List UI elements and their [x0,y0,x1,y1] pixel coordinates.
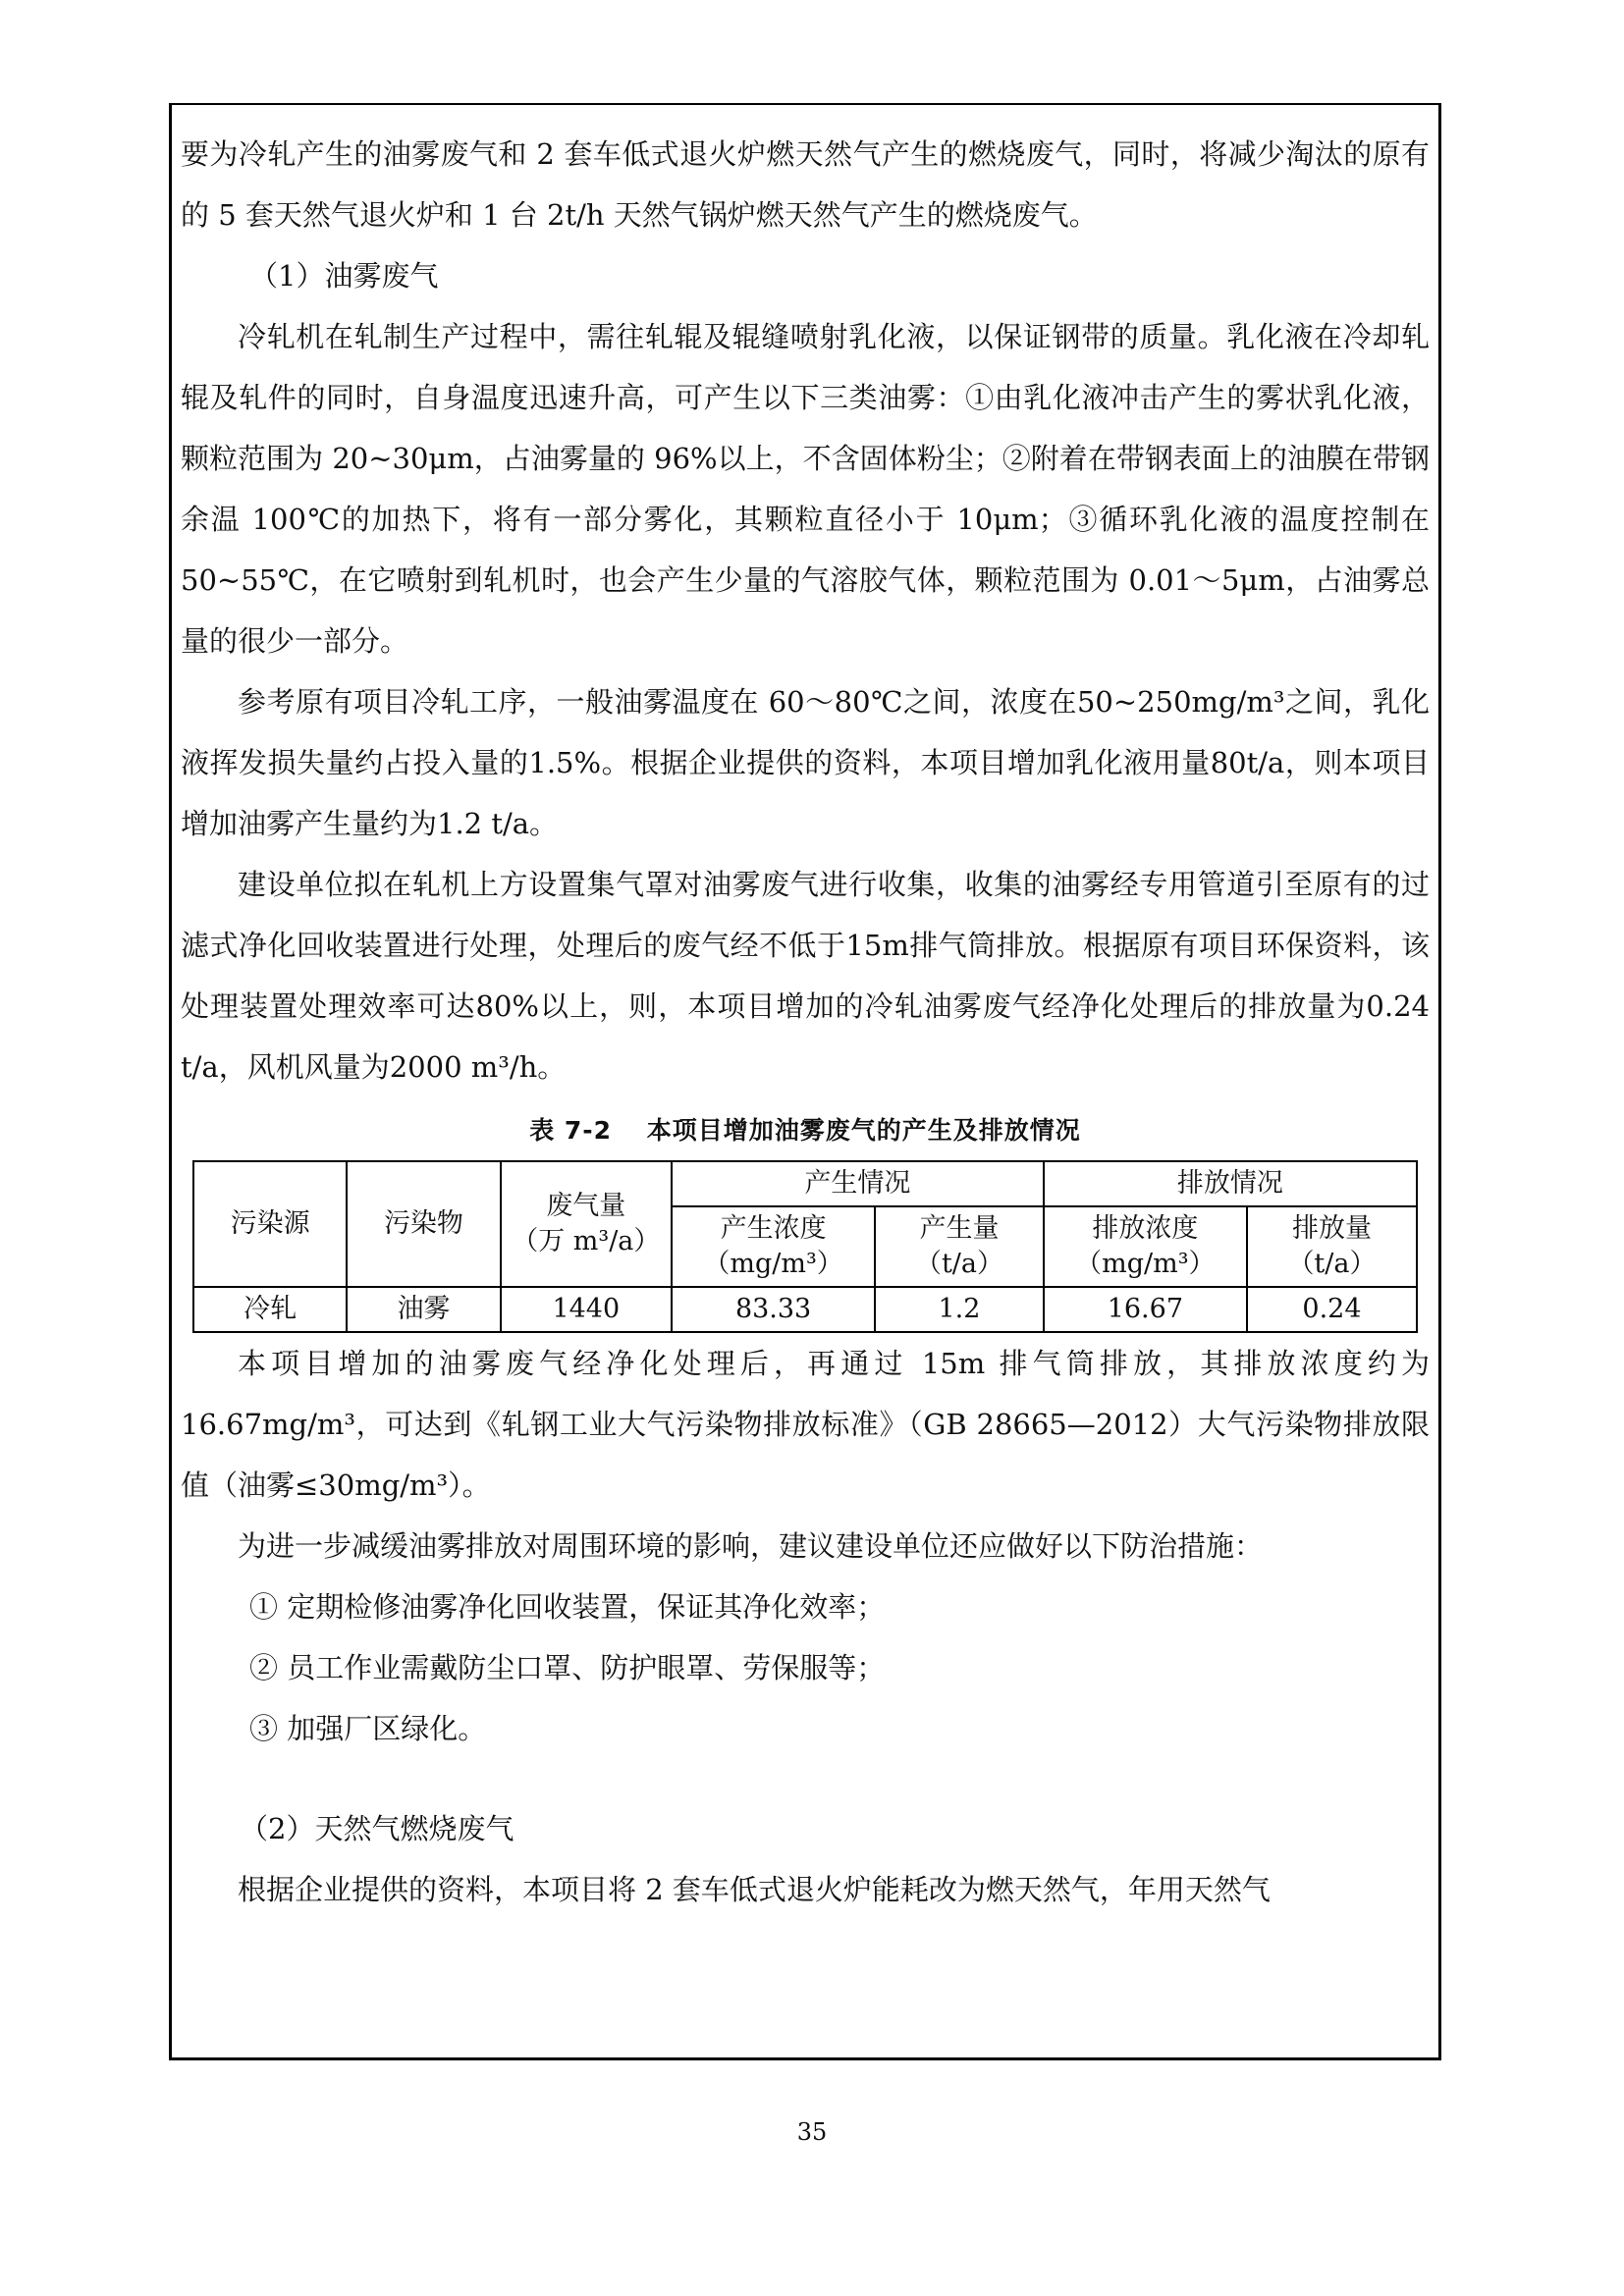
emission-table [192,1160,1418,1333]
page-number: 35 [796,2118,828,2146]
header-emi-amount-unit: （t/a） [1287,1249,1377,1279]
cell-source: 冷轧 [193,1287,347,1332]
cell-pollutant: 油雾 [347,1287,500,1332]
header-gen-amount [875,1206,1044,1287]
header-emi-conc-unit: （mg/m³） [1075,1249,1216,1279]
cell-gas-volume: 1440 [501,1287,672,1332]
list-item-greening: ③ 加强厂区绿化。 [249,1712,487,1745]
cell-emi-amount: 0.24 [1247,1287,1417,1332]
header-gen-amount-label: 产生量 [919,1213,1000,1244]
header-emi-amount-label: 排放量 [1291,1213,1372,1244]
header-gen-conc-label: 产生浓度 [720,1213,827,1244]
paragraph-oil-mist-sources: 冷轧机在轧制生产过程中，需往轧辊及辊缝喷射乳化液，以保证钢带的质量。乳化液在冷却轧辊及轧件的同时，自身温度迅速升高，可产生以下三类油雾：①由乳化液冲击产生的雾状乳化液，颗粒范围为 20~30μm，占油雾量的 96%以上，不含固体粉尘；②附着在带钢表面上的油膜在带钢余温 100℃的加热下，将有一部分雾化，其颗粒直径小于 10μm；③循环乳化液的温度控制在 50~55℃，在它喷射到轧机时，也会产生少量的气溶胶气体，颗粒范围为 0.01～5μm，占油雾总量的很少一部分。 [181,320,1430,658]
list-item-protection: ② 员工作业需戴防尘口罩、防护眼罩、劳保服等； [249,1651,886,1684]
header-gen-conc [672,1206,875,1287]
header-gas-volume-label: 废气量 [546,1191,626,1221]
header-gen-amount-unit: （t/a） [914,1249,1003,1279]
header-pollutant: 污染物 [347,1161,500,1287]
spacer [181,1759,1430,1798]
section-heading-oil-mist: （1）油雾废气 [249,259,439,293]
paragraph-natural-gas: 根据企业提供的资料，本项目将 2 套车低式退火炉能耗改为燃天然气，年用天然气 [238,1873,1271,1906]
table-row [193,1287,1417,1332]
section-heading-natural-gas: （2）天然气燃烧废气 [240,1812,514,1845]
paragraph-intro: 要为冷轧产生的油雾废气和 2 套车低式退火炉燃天然气产生的燃烧废气，同时，将减少淘汰的原有的 5 套天然气退火炉和 1 台 2t/h 天然气锅炉燃天然气产生的燃烧废气。 [181,137,1430,232]
table-caption: 表 7-2 本项目增加油雾废气的产生及排放情况 [529,1116,1081,1145]
cell-gen-conc: 83.33 [672,1287,875,1332]
header-emi-conc-label: 排放浓度 [1092,1213,1199,1244]
header-emission: 排放情况 [1044,1161,1417,1206]
header-emi-conc [1044,1206,1247,1287]
header-gas-volume-unit: （万 m³/a） [512,1226,661,1256]
paragraph-mitigation-intro: 为进一步减缓油雾排放对周围环境的影响，建议建设单位还应做好以下防治措施： [238,1529,1264,1563]
list-item-maintenance: ① 定期检修油雾净化回收装置，保证其净化效率； [249,1590,886,1624]
cell-gen-amount: 1.2 [875,1287,1044,1332]
header-generation: 产生情况 [672,1161,1044,1206]
table-header-row-1 [193,1161,1417,1206]
header-gas-volume [501,1161,672,1287]
paragraph-oil-mist-treatment: 建设单位拟在轧机上方设置集气罩对油雾废气进行收集，收集的油雾经专用管道引至原有的过滤式净化回收装置进行处理，处理后的废气经不低于15m排气筒排放。根据原有项目环保资料，该处理装置处理效率可达80%以上，则，本项目增加的冷轧油雾废气经净化处理后的排放量为0.24 t/a，风机风量为2000 m³/h。 [181,868,1430,1084]
paragraph-emission-compliance: 本项目增加的油雾废气经净化处理后，再通过 15m 排气筒排放，其排放浓度约为16.67mg/m³，可达到《轧钢工业大气污染物排放标准》（GB 28665—2012）大气污染物排放限值（油雾≤30mg/m³）。 [181,1347,1430,1502]
header-emi-amount [1247,1206,1417,1287]
cell-emi-conc: 16.67 [1044,1287,1247,1332]
header-source: 污染源 [193,1161,347,1287]
header-gen-conc-unit: （mg/m³） [703,1249,843,1279]
document-body [181,124,1430,1920]
paragraph-oil-mist-estimate: 参考原有项目冷轧工序，一般油雾温度在 60～80℃之间，浓度在50~250mg/m³之间，乳化液挥发损失量约占投入量的1.5%。根据企业提供的资料，本项目增加乳化液用量80t/a，则本项目增加油雾产生量约为1.2 t/a。 [181,685,1430,840]
